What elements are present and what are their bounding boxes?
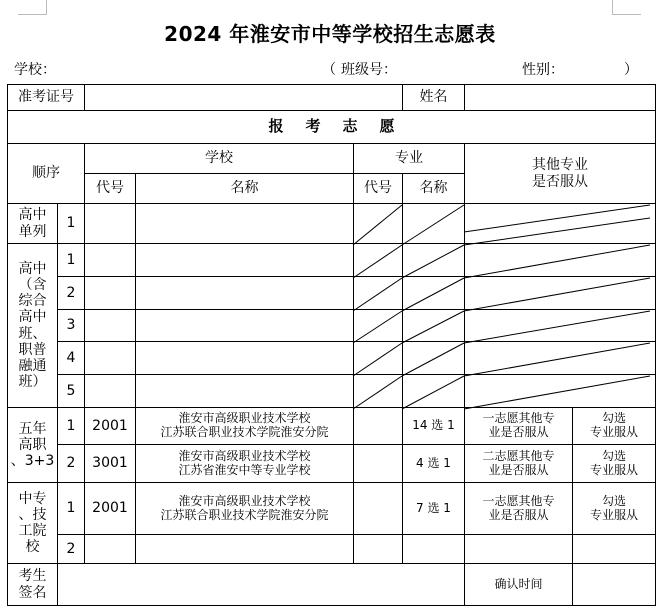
other-major-cell-disabled xyxy=(465,310,656,342)
major-code-cell-disabled xyxy=(354,375,403,408)
order-cell: 3 xyxy=(58,310,85,342)
school-code-cell[interactable] xyxy=(85,342,136,375)
other-major-cell-disabled xyxy=(465,244,656,277)
school-code-cell[interactable] xyxy=(85,375,136,408)
major-name-header: 名称 xyxy=(403,174,465,204)
order-header: 顺序 xyxy=(8,144,85,204)
group-label-senior-high-single: 高中 单列 xyxy=(8,204,58,244)
major-code-header: 代号 xyxy=(354,174,403,204)
other-major-question-cell: 一志愿其他专 业是否服从 xyxy=(465,483,573,535)
major-name-cell-disabled xyxy=(403,375,465,408)
major-name-cell-disabled xyxy=(403,244,465,277)
order-cell: 2 xyxy=(58,445,85,483)
class-open-paren: （ xyxy=(322,62,336,78)
accept-other-major-checkbox-cell[interactable]: 勾选 专业服从 xyxy=(573,483,656,535)
major-name-cell[interactable] xyxy=(403,535,465,564)
school-code-cell[interactable] xyxy=(85,244,136,277)
major-name-cell: 4 选 1 xyxy=(403,445,465,483)
other-major-cell-disabled xyxy=(465,204,656,244)
school-name-cell[interactable] xyxy=(136,375,354,408)
school-header: 学校 xyxy=(85,144,354,174)
school-code-cell: 2001 xyxy=(85,408,136,445)
application-form-table xyxy=(7,84,656,606)
school-name-cell: 淮安市高级职业技术学校 江苏省淮安中等专业学校 xyxy=(136,445,354,483)
group-label-five-year-vocational: 五年 高职 、3+3 xyxy=(8,408,58,483)
student-signature-field[interactable] xyxy=(58,564,465,606)
page-corner-mark-right xyxy=(612,0,641,15)
accept-other-major-checkbox-cell[interactable]: 勾选 专业服从 xyxy=(573,408,656,445)
section-title: 报考志愿 xyxy=(8,111,656,144)
order-cell: 1 xyxy=(58,204,85,244)
major-name-cell-disabled xyxy=(403,277,465,310)
order-cell: 1 xyxy=(58,408,85,445)
school-name-cell[interactable] xyxy=(136,342,354,375)
school-name-cell[interactable] xyxy=(136,310,354,342)
major-header: 专业 xyxy=(354,144,465,174)
exam-id-field[interactable] xyxy=(85,85,403,111)
major-code-cell[interactable] xyxy=(354,445,403,483)
major-code-cell[interactable] xyxy=(354,535,403,564)
major-name-cell: 7 选 1 xyxy=(403,483,465,535)
class-number-label: 班级号： xyxy=(341,62,397,78)
order-cell: 2 xyxy=(58,277,85,310)
major-name-cell-disabled xyxy=(403,204,465,244)
exam-id-label: 准考证号 xyxy=(8,85,85,111)
major-code-cell[interactable] xyxy=(354,483,403,535)
school-code-cell: 3001 xyxy=(85,445,136,483)
major-name-cell-disabled xyxy=(403,310,465,342)
major-name-cell-disabled xyxy=(403,342,465,375)
school-name-header: 名称 xyxy=(136,174,354,204)
student-name-field[interactable] xyxy=(465,85,656,111)
confirm-time-field[interactable] xyxy=(573,564,656,606)
school-name-cell[interactable] xyxy=(136,535,354,564)
order-cell: 1 xyxy=(58,244,85,277)
other-major-header: 其他专业 是否服从 xyxy=(465,144,656,204)
page-corner-mark-left xyxy=(18,0,47,15)
school-code-header: 代号 xyxy=(85,174,136,204)
other-major-question-cell[interactable] xyxy=(465,535,573,564)
order-cell: 4 xyxy=(58,342,85,375)
order-cell: 2 xyxy=(58,535,85,564)
major-code-cell-disabled xyxy=(354,277,403,310)
school-code-cell[interactable] xyxy=(85,535,136,564)
other-major-question-cell: 一志愿其他专 业是否服从 xyxy=(465,408,573,445)
school-name-cell: 淮安市高级职业技术学校 江苏联合职业技术学院淮安分院 xyxy=(136,408,354,445)
major-code-cell-disabled xyxy=(354,204,403,244)
school-code-cell[interactable] xyxy=(85,204,136,244)
group-label-senior-high: 高中 （含 综合 高中 班、 职普 融通 班） xyxy=(8,244,58,408)
school-name-cell[interactable] xyxy=(136,277,354,310)
other-major-cell-disabled xyxy=(465,277,656,310)
major-name-cell: 14 选 1 xyxy=(403,408,465,445)
school-code-cell[interactable] xyxy=(85,310,136,342)
group-label-technical-school: 中专 、技 工院 校 xyxy=(8,483,58,564)
other-major-cell-disabled xyxy=(465,342,656,375)
order-cell: 1 xyxy=(58,483,85,535)
student-name-label: 姓名 xyxy=(403,85,465,111)
school-name-cell: 淮安市高级职业技术学校 江苏联合职业技术学院淮安分院 xyxy=(136,483,354,535)
major-code-cell[interactable] xyxy=(354,408,403,445)
close-paren: ） xyxy=(624,62,638,78)
form-title: 2024 年淮安市中等学校招生志愿表 xyxy=(164,22,496,46)
student-signature-label: 考生 签名 xyxy=(8,564,58,606)
accept-other-major-checkbox-cell[interactable] xyxy=(573,535,656,564)
gender-label: 性别： xyxy=(522,62,564,78)
school-code-cell: 2001 xyxy=(85,483,136,535)
other-major-cell-disabled xyxy=(465,375,656,408)
school-code-cell[interactable] xyxy=(85,277,136,310)
school-name-cell[interactable] xyxy=(136,244,354,277)
major-code-cell-disabled xyxy=(354,310,403,342)
school-name-cell[interactable] xyxy=(136,204,354,244)
other-major-question-cell: 二志愿其他专 业是否服从 xyxy=(465,445,573,483)
accept-other-major-checkbox-cell[interactable]: 勾选 专业服从 xyxy=(573,445,656,483)
major-code-cell-disabled xyxy=(354,244,403,277)
school-label: 学校： xyxy=(14,62,56,78)
confirm-time-label: 确认时间 xyxy=(465,564,573,606)
major-code-cell-disabled xyxy=(354,342,403,375)
order-cell: 5 xyxy=(58,375,85,408)
